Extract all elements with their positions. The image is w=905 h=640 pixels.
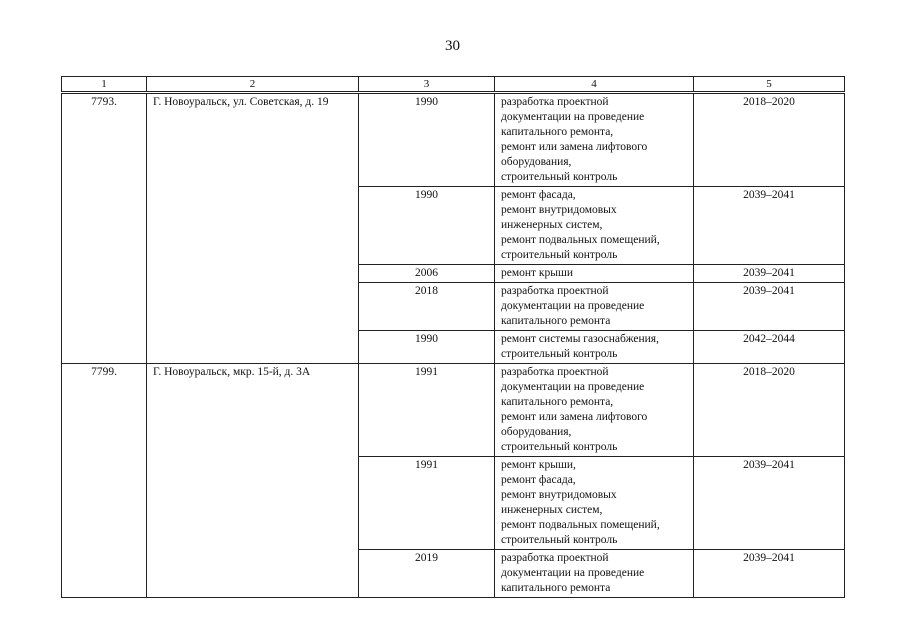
work-item: документации на проведение [501, 300, 645, 312]
work-item: ремонт системы газоснабжения, [501, 333, 659, 345]
work-item: капитального ремонта [501, 582, 611, 594]
header-cell-4: 4 [495, 77, 694, 92]
year-cell: 1991 [359, 457, 495, 550]
work-item: капитального ремонта, [501, 126, 614, 138]
year-cell: 1990 [359, 331, 495, 364]
work-item: документации на проведение [501, 381, 645, 393]
work-types-cell [495, 94, 694, 187]
work-item: оборудования, [501, 156, 572, 168]
work-types-cell [495, 550, 694, 598]
work-item: ремонт внутридомовых [501, 204, 617, 216]
work-item: строительный контроль [501, 534, 618, 546]
work-types-cell [495, 364, 694, 457]
period-cell: 2018–2020 [694, 364, 845, 457]
year-cell: 2018 [359, 283, 495, 331]
period-cell: 2039–2041 [694, 187, 845, 265]
period-cell: 2039–2041 [694, 550, 845, 598]
work-item: ремонт или замена лифтового [501, 411, 648, 423]
work-item: капитального ремонта [501, 315, 611, 327]
work-types-cell [495, 283, 694, 331]
work-item: строительный контроль [501, 249, 618, 261]
work-item: ремонт фасада, [501, 474, 576, 486]
work-item: разработка проектной [501, 366, 609, 378]
work-item: строительный контроль [501, 348, 618, 360]
work-item: инженерных систем, [501, 504, 603, 516]
work-item: разработка проектной [501, 552, 609, 564]
header-cell-5: 5 [694, 77, 845, 92]
work-item: строительный контроль [501, 441, 618, 453]
table-header [61, 76, 845, 92]
work-types-cell [495, 331, 694, 364]
period-cell: 2042–2044 [694, 331, 845, 364]
work-item: ремонт крыши, [501, 459, 576, 471]
work-item: ремонт подвальных помещений, [501, 234, 660, 246]
row-number: 7793. [62, 94, 147, 364]
house-address: Г. Новоуральск, ул. Советская, д. 19 [147, 94, 359, 364]
work-item: документации на проведение [501, 567, 645, 579]
work-item: оборудования, [501, 426, 572, 438]
header-cell-3: 3 [359, 77, 495, 92]
work-item: ремонт фасада, [501, 189, 576, 201]
house-block-7793 [61, 93, 845, 364]
work-item: капитального ремонта, [501, 396, 614, 408]
header-cell-2: 2 [147, 77, 359, 92]
work-item: строительный контроль [501, 171, 618, 183]
year-cell: 2019 [359, 550, 495, 598]
work-item: ремонт или замена лифтового [501, 141, 648, 153]
period-cell: 2039–2041 [694, 457, 845, 550]
table-row [62, 94, 845, 187]
year-cell: 1990 [359, 94, 495, 187]
work-item: ремонт внутридомовых [501, 489, 617, 501]
year-cell: 1991 [359, 364, 495, 457]
work-item: разработка проектной [501, 96, 609, 108]
period-cell: 2018–2020 [694, 94, 845, 187]
work-types-cell [495, 457, 694, 550]
work-item: разработка проектной [501, 285, 609, 297]
period-cell: 2039–2041 [694, 283, 845, 331]
house-address: Г. Новоуральск, мкр. 15-й, д. 3А [147, 364, 359, 598]
year-cell: 1990 [359, 187, 495, 265]
header-cell-1: 1 [62, 77, 147, 92]
page-number: 30 [445, 38, 460, 54]
year-cell: 2006 [359, 265, 495, 283]
work-types-cell [495, 187, 694, 265]
house-block-7799 [61, 363, 845, 598]
work-types-cell [495, 265, 694, 283]
work-item: ремонт подвальных помещений, [501, 519, 660, 531]
period-cell: 2039–2041 [694, 265, 845, 283]
work-item: ремонт крыши [501, 267, 574, 279]
work-item: инженерных систем, [501, 219, 603, 231]
work-item: документации на проведение [501, 111, 645, 123]
row-number: 7799. [62, 364, 147, 598]
table-row [62, 364, 845, 457]
header-row [62, 77, 845, 92]
